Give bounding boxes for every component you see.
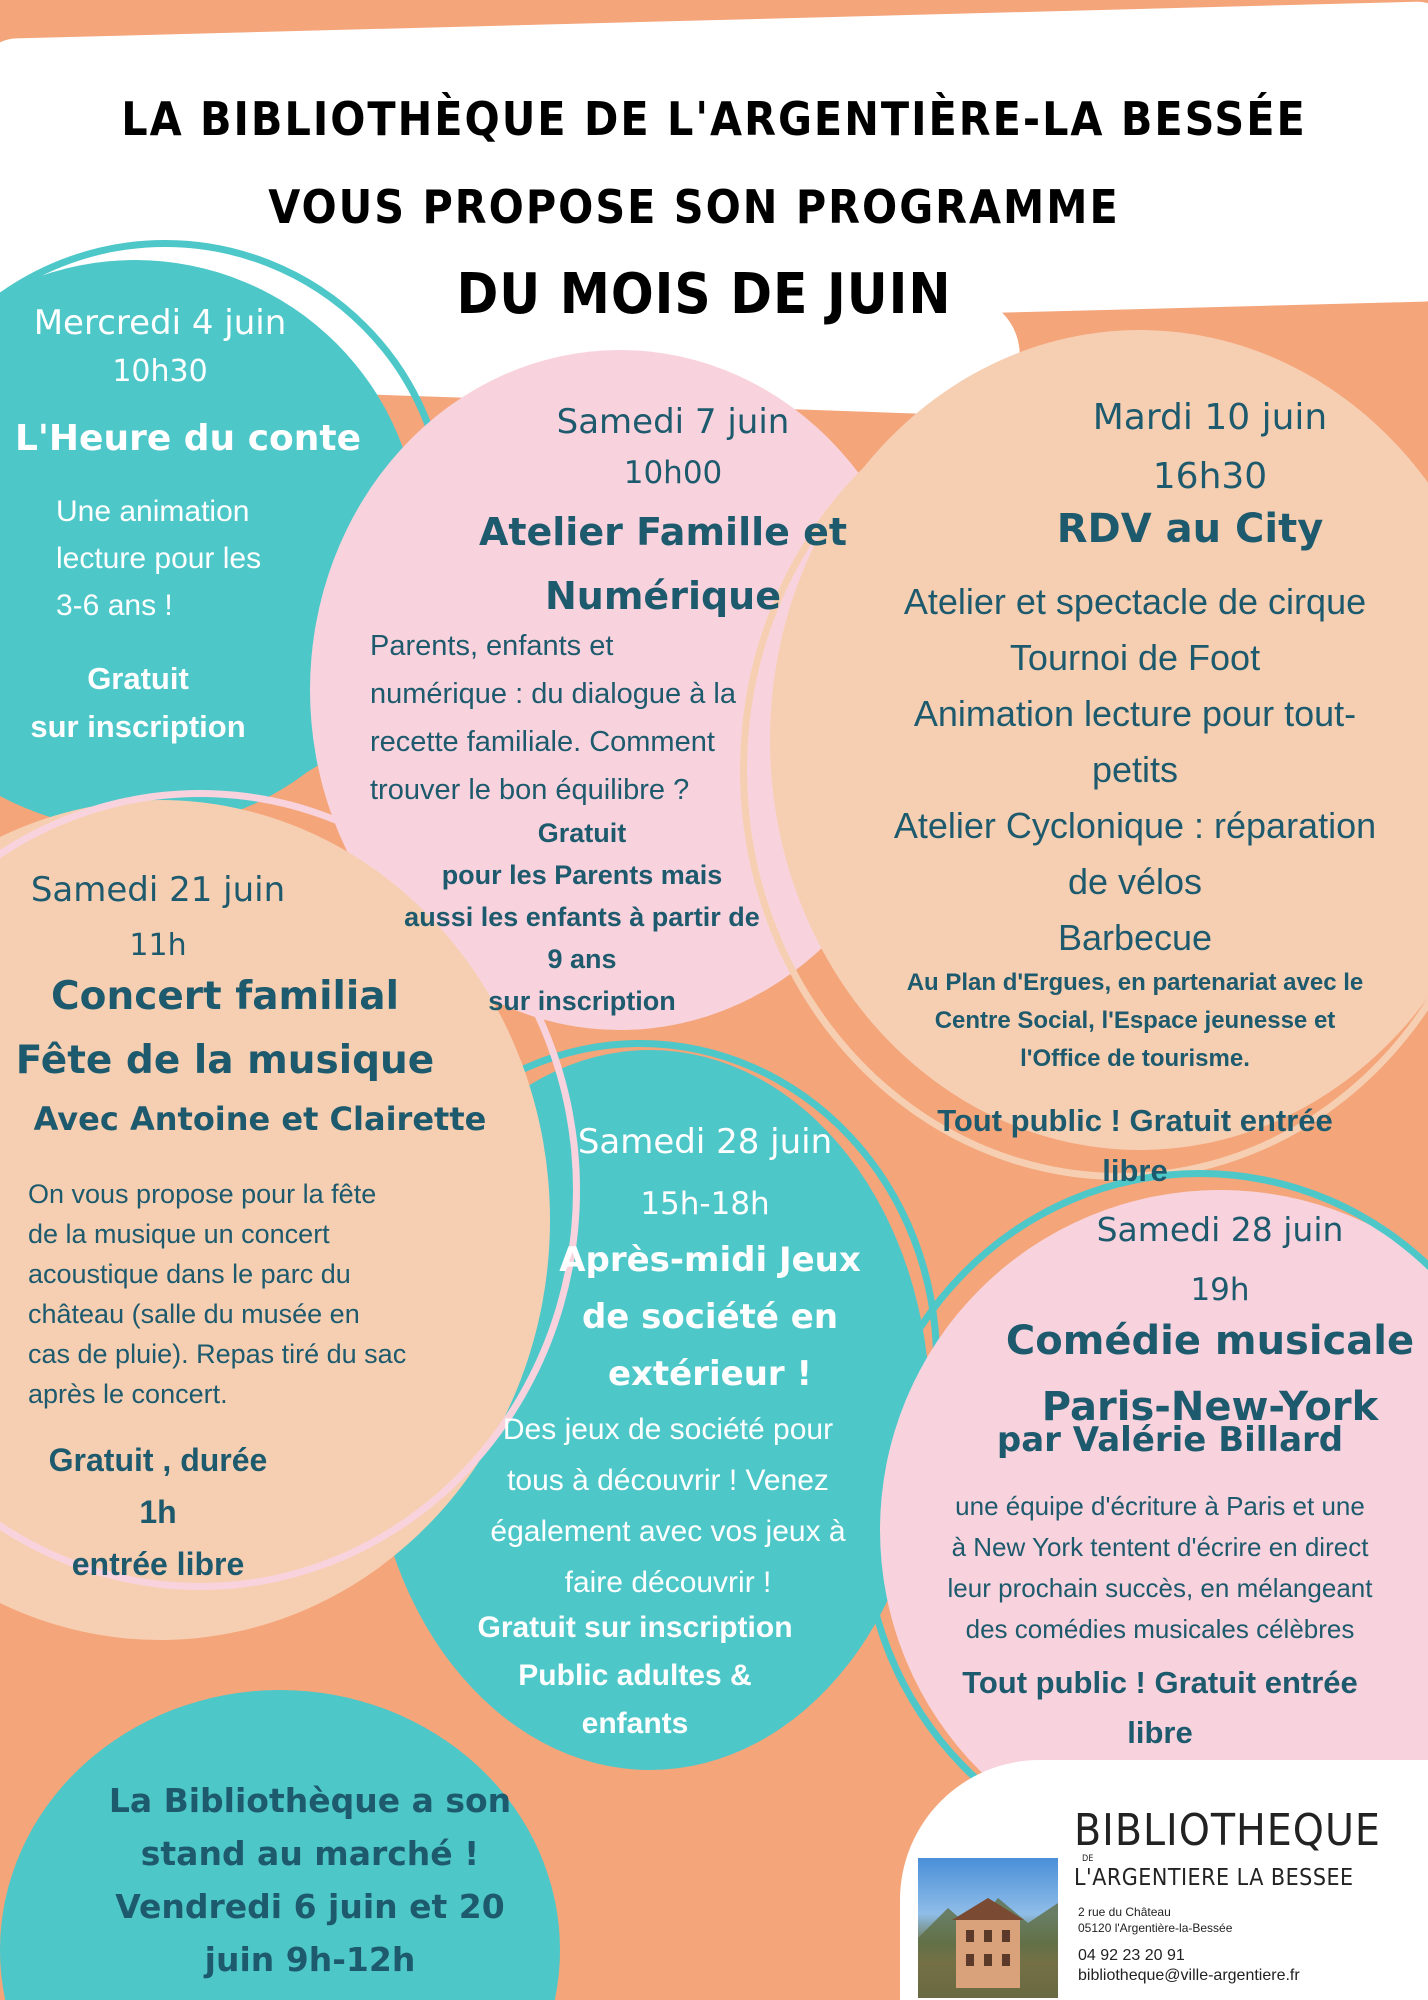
event2-title <box>440 500 886 628</box>
event3-price-line: Tout public ! Gratuit entrée <box>937 1103 1333 1138</box>
event4-desc-line: acoustique dans le parc du <box>28 1259 351 1289</box>
event4-desc-line: château (salle du musée en <box>28 1299 360 1329</box>
event5-desc-line: faire découvrir ! <box>564 1566 772 1599</box>
event4-description <box>28 1174 458 1414</box>
event5-title <box>520 1232 900 1403</box>
event4-price-line: Gratuit , durée <box>48 1442 268 1478</box>
event6-price <box>920 1658 1400 1758</box>
logo-wordmark <box>1074 1805 1414 1892</box>
event2-title-line: Atelier Famille et <box>478 510 848 554</box>
address-line-2: 05120 l'Argentière-la-Bessée <box>1078 1921 1233 1935</box>
event4-price <box>18 1434 298 1590</box>
event2-desc-line: Parents, enfants et <box>370 630 614 662</box>
event2-title-line: Numérique <box>544 574 781 618</box>
event5-title-line: Après-midi Jeux <box>559 1240 861 1280</box>
logo-de: DE <box>1082 1854 1094 1864</box>
event3-description <box>845 574 1425 966</box>
event3-price <box>895 1096 1375 1196</box>
event2-price-line: 9 ans <box>547 944 617 974</box>
event2-desc-line: recette familiale. Comment <box>370 726 715 758</box>
event2-price-line: aussi les enfants à partir de <box>404 902 760 932</box>
event4-title <box>0 965 450 1093</box>
event4-desc-line: de la musique un concert <box>28 1219 330 1249</box>
event3-desc-line: Atelier et spectacle de cirque <box>903 581 1367 622</box>
event6-price-line: libre <box>1127 1715 1193 1750</box>
event3-desc-line: Tournoi de Foot <box>1009 637 1261 678</box>
event2-date: Samedi 7 juin <box>556 402 790 442</box>
event1-desc-line: lecture pour les <box>56 542 262 575</box>
event4-title-line: Fête de la musique <box>15 1038 435 1083</box>
phone-number: 04 92 23 20 91 <box>1078 1947 1185 1964</box>
event1-desc-line: 3-6 ans ! <box>56 589 173 622</box>
header-line-2: VOUS PROPOSE SON PROGRAMME <box>268 180 1120 234</box>
event4-artists: Avec Antoine et Clairette <box>33 1100 487 1138</box>
event2-price-line: pour les Parents mais <box>441 860 723 890</box>
library-photo <box>918 1858 1058 1998</box>
event6-date: Samedi 28 juin <box>1096 1210 1344 1249</box>
event3-price-line: libre <box>1102 1153 1168 1188</box>
event6-title-line: Paris-New-York <box>1041 1384 1379 1430</box>
event6-description <box>900 1486 1420 1650</box>
event5-price-line: Public adultes & <box>518 1659 752 1692</box>
event2-price-line: sur inscription <box>488 986 676 1016</box>
event1-desc-line: Une animation <box>56 495 250 528</box>
market-line: juin 9h-12h <box>204 1940 416 1979</box>
event5-price <box>420 1604 850 1748</box>
event4-desc-line: après le concert. <box>28 1379 228 1409</box>
event5-title-line: de société en <box>581 1297 839 1337</box>
email-address[interactable]: bibliotheque@ville-argentiere.fr <box>1078 1967 1300 1984</box>
event1-time: 10h30 <box>112 354 208 389</box>
event6-author: par Valérie Billard <box>996 1420 1344 1460</box>
event4-time: 11h <box>129 928 187 963</box>
event1-title: L'Heure du conte <box>14 418 362 459</box>
address-line-1: 2 rue du Château <box>1078 1905 1171 1919</box>
event5-time: 15h-18h <box>640 1186 770 1222</box>
event6-price-line: Tout public ! Gratuit entrée <box>962 1665 1358 1700</box>
header-line-3: DU MOIS DE JUIN <box>456 262 952 327</box>
event6-time: 19h <box>1190 1272 1250 1308</box>
event6-desc-line: à New York tentent d'écrire en direct <box>951 1532 1369 1562</box>
event6-desc-line: une équipe d'écriture à Paris et une <box>955 1491 1365 1521</box>
event3-partner-line: l'Office de tourisme. <box>1020 1045 1250 1072</box>
event5-desc-line: également avec vos jeux à <box>490 1515 846 1548</box>
event3-title: RDV au City <box>1056 506 1324 552</box>
event4-price-line: entrée libre <box>71 1546 245 1582</box>
event4-desc-line: On vous propose pour la fête <box>28 1179 377 1209</box>
market-text <box>90 1774 530 1986</box>
event1-price-line: sur inscription <box>30 709 246 744</box>
logo-line-1: BIBLIOTHEQUE <box>1074 1805 1381 1856</box>
contact-block <box>1078 1904 1408 1986</box>
event3-desc-line: Animation lecture pour tout- <box>913 693 1357 734</box>
event6-title-line: Comédie musicale <box>1005 1318 1415 1364</box>
event5-title-line: extérieur ! <box>607 1354 813 1394</box>
event6-desc-line: leur prochain succès, en mélangeant <box>947 1573 1373 1603</box>
event3-partner-line: Au Plan d'Ergues, en partenariat avec le <box>906 969 1364 996</box>
event5-desc-line: Des jeux de société pour <box>502 1413 834 1446</box>
event5-date: Samedi 28 juin <box>577 1122 833 1162</box>
event4-title-line: Concert familial <box>51 974 399 1019</box>
market-line: Vendredi 6 juin et 20 <box>115 1887 505 1926</box>
event5-desc-line: tous à découvrir ! Venez <box>507 1464 829 1497</box>
market-line: La Bibliothèque a son <box>108 1781 512 1820</box>
event3-desc-line: petits <box>1091 749 1179 790</box>
event1-description <box>56 488 316 629</box>
event6-desc-line: des comédies musicales célèbres <box>965 1614 1355 1644</box>
event3-partner-line: Centre Social, l'Espace jeunesse et <box>934 1007 1336 1034</box>
header-line-1: LA BIBLIOTHÈQUE DE L'ARGENTIÈRE-LA BESSÉE <box>121 92 1307 146</box>
event4-date: Samedi 21 juin <box>30 870 286 910</box>
event1-price-line: Gratuit <box>87 661 189 696</box>
event2-desc-line: trouver le bon équilibre ? <box>370 774 690 806</box>
event2-description <box>370 622 830 814</box>
event5-price-line: Gratuit sur inscription <box>477 1611 793 1644</box>
event5-description <box>458 1404 878 1608</box>
logo-line-2: L'ARGENTIERE LA BESSEE <box>1074 1865 1354 1891</box>
event3-desc-line: Atelier Cyclonique : réparation <box>893 805 1377 846</box>
event2-price-line: Gratuit <box>537 818 627 848</box>
event4-price-line: 1h <box>139 1494 177 1530</box>
event3-desc-line: de vélos <box>1067 861 1203 902</box>
event3-date: Mardi 10 juin <box>1092 397 1328 438</box>
event3-time: 16h30 <box>1152 456 1268 497</box>
event1-date: Mercredi 4 juin <box>33 303 287 343</box>
event3-desc-line: Barbecue <box>1057 917 1213 958</box>
event1-price <box>10 655 266 751</box>
building-icon <box>918 1858 1058 1998</box>
event3-partners <box>855 964 1415 1078</box>
event2-desc-line: numérique : du dialogue à la <box>370 678 736 710</box>
market-line: stand au marché ! <box>140 1834 480 1873</box>
event4-desc-line: cas de pluie). Repas tiré du sac <box>28 1339 407 1369</box>
event2-time: 10h00 <box>623 455 723 491</box>
event5-price-line: enfants <box>581 1707 689 1740</box>
